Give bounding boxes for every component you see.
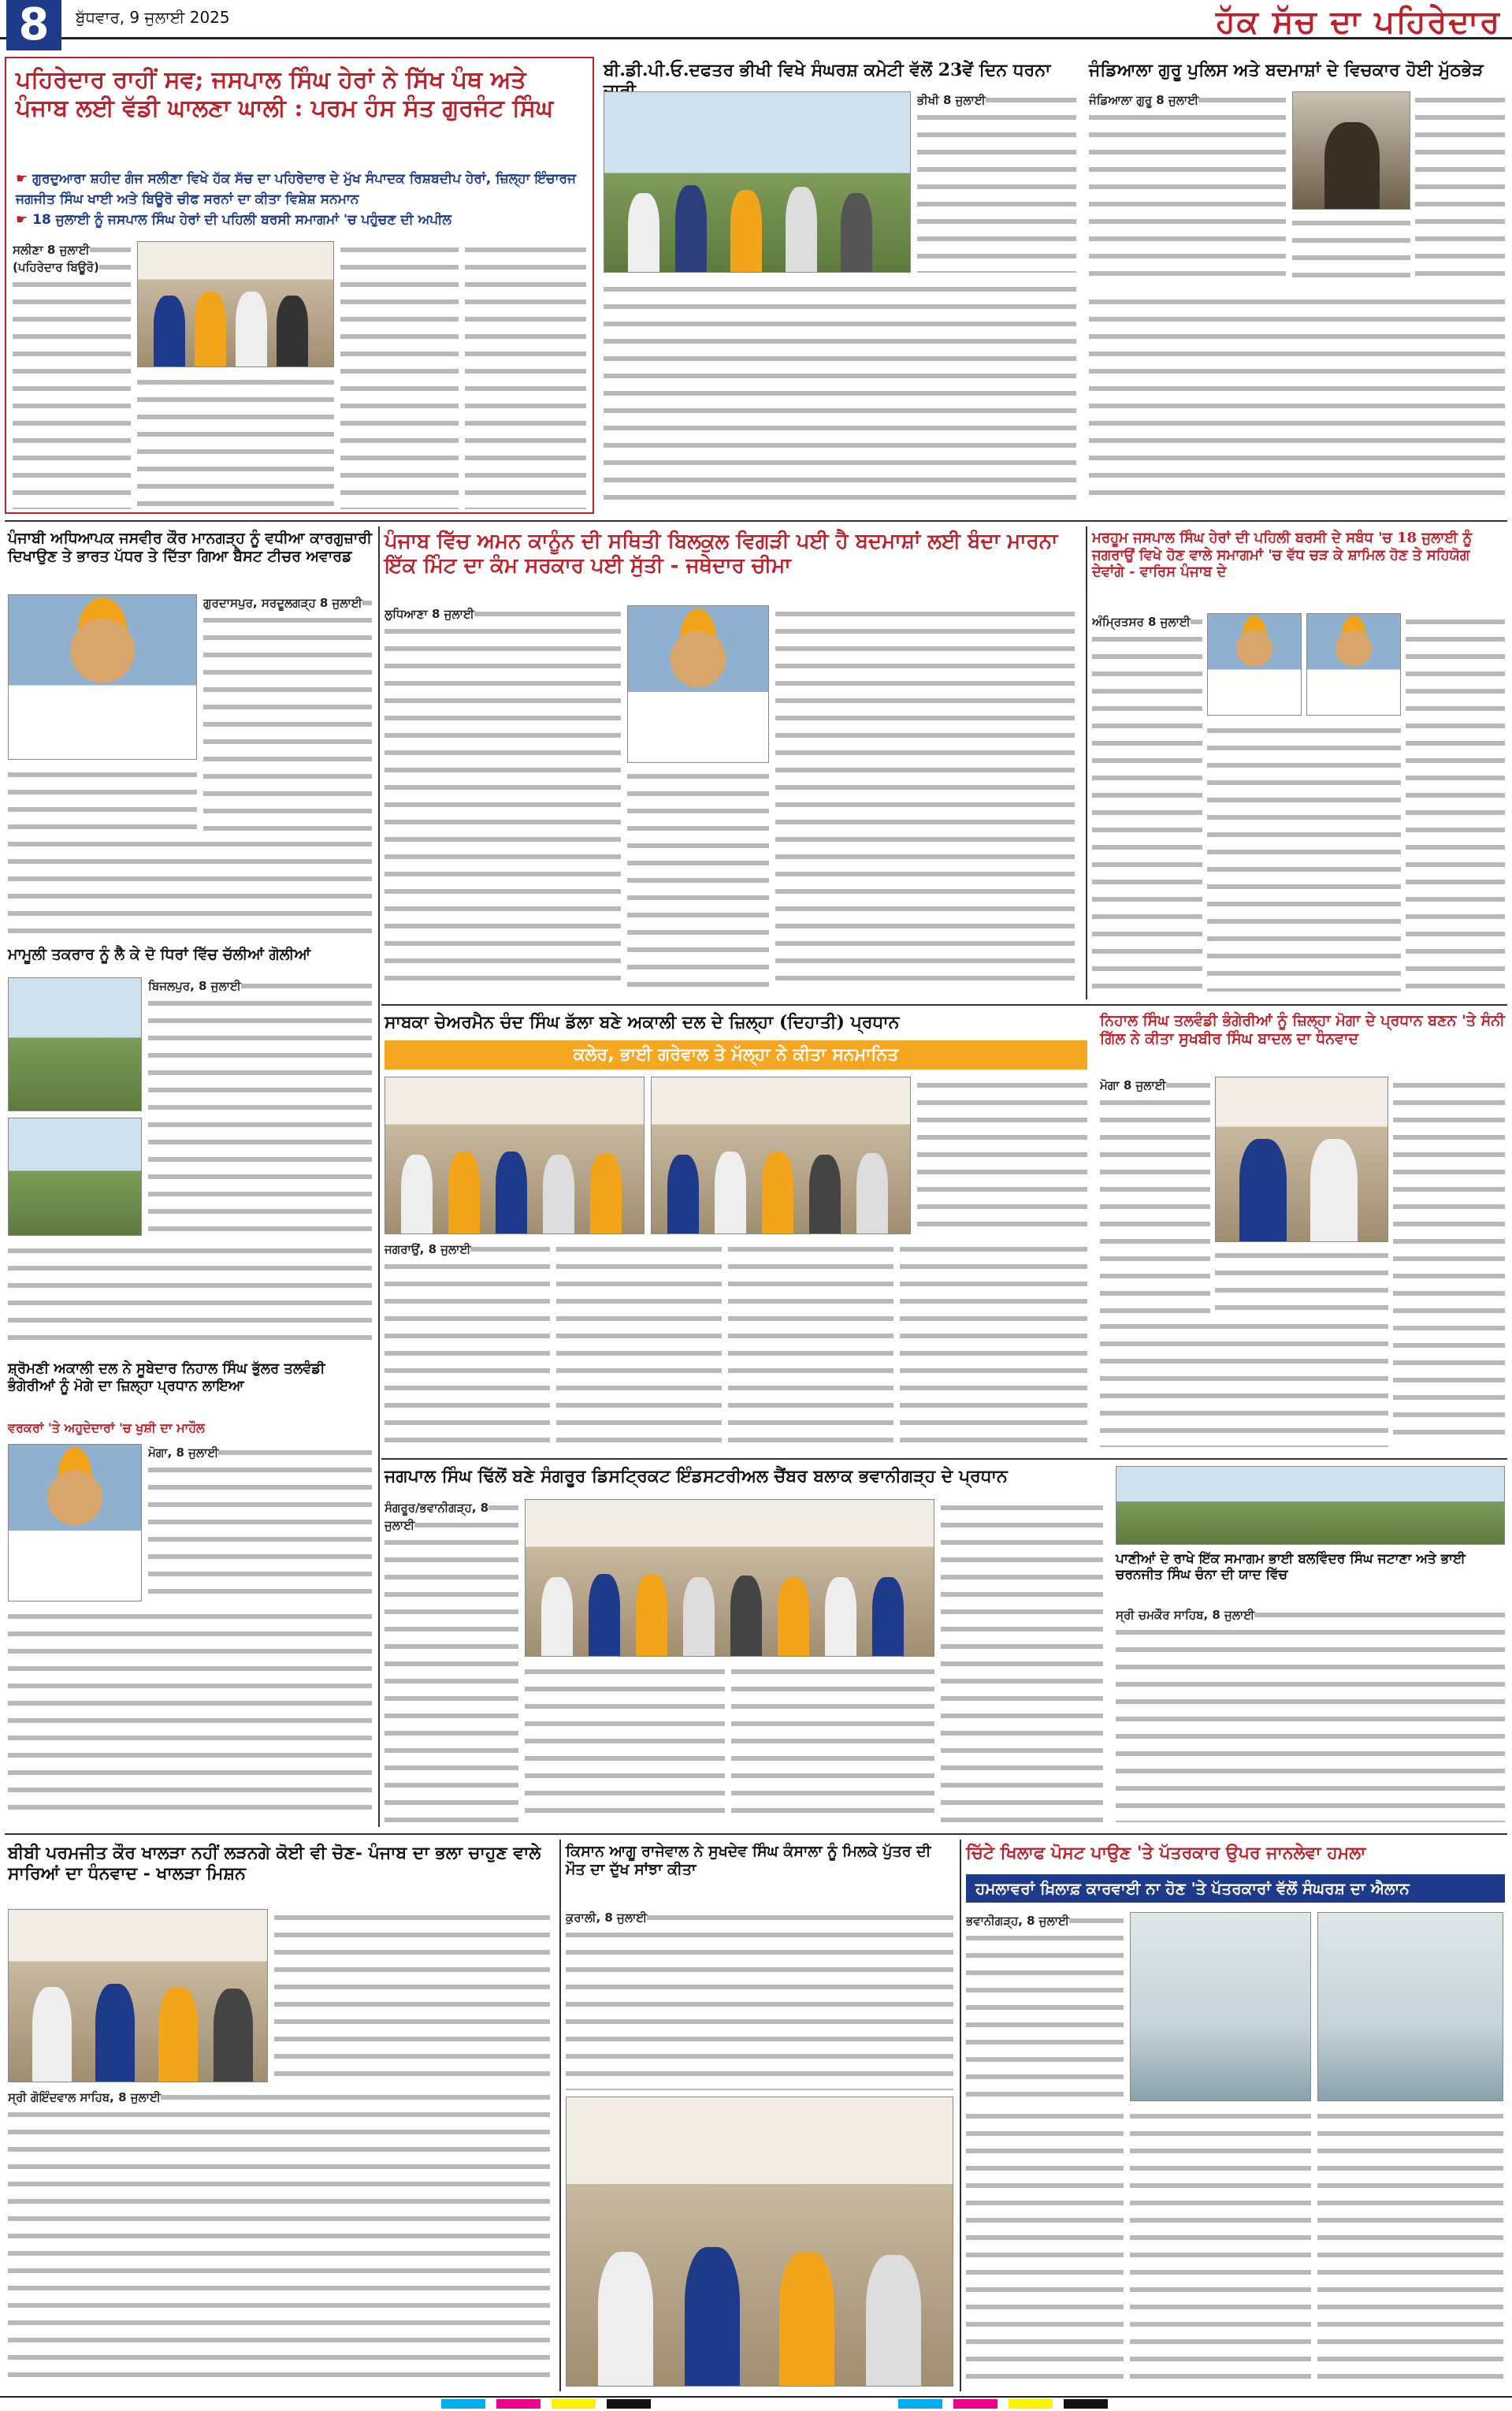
story-1-col-4 [465, 241, 586, 509]
story-11-col-4 [731, 1663, 934, 1822]
story-8-col-1 [917, 1077, 1087, 1234]
story-4-dateline: ਗੁਰਦਾਸਪੁਰ, ਸਰਦੂਲਗੜ੍ਹ 8 ਜੁਲਾਈ [203, 596, 362, 610]
registration-magenta [496, 2399, 541, 2409]
story-6-col-1 [1092, 613, 1202, 992]
story-9-col-1 [1100, 1077, 1210, 1313]
story-10-headline: ਸ਼੍ਰੋਮਣੀ ਅਕਾਲੀ ਦਲ ਨੇ ਸੂਬੇਦਾਰ ਨਿਹਾਲ ਸਿੰਘ ਭੁੱਲਰ ਤਲਵੰਡੀ ਭੰਗੇਰੀਆਂ ਨੂੰ ਮੋਗੇ ਦਾ ਜ਼ਿਲ੍ਹਾ ਪ੍ਰਧਾਨ ਲਾਇਆ [8, 1360, 325, 1394]
story-7-col-1 [148, 977, 372, 1236]
newspaper-brand: ਹੱਕ ਸੱਚ ਦਾ ਪਹਿਰੇਦਾਰ [1216, 3, 1501, 40]
issue-date: ਬੁੱਧਵਾਰ, 9 ਜੁਲਾਈ 2025 [76, 8, 230, 27]
story-9-col-3 [1100, 1318, 1388, 1447]
story-4-col-2 [8, 766, 197, 831]
story-10-col-2 [8, 1608, 372, 1810]
story-3-headline: ਜੰਡਿਆਲਾ ਗੁਰੂ ਪੁਲਿਸ ਅਤੇ ਬਦਮਾਸ਼ਾਂ ਦੇ ਵਿਚਕਾਰ ਹੋਈ ਮੁੱਠਭੇੜ [1089, 60, 1484, 80]
story-15-col-2 [966, 2108, 1124, 2387]
story-2-col-1 [917, 91, 1076, 273]
story-3-dateline: ਜੰਡਿਆਲਾ ਗੁਰੂ 8 ਜੁਲਾਈ [1089, 93, 1199, 107]
story-7 [5, 943, 375, 1352]
story-6-headline: ਮਰਹੂਮ ਜਸਪਾਲ ਸਿੰਘ ਹੇਰਾਂ ਦੀ ਪਹਿਲੀ ਬਰਸੀ ਦੇ ਸਬੰਧ 'ਚ 18 ਜੁਲਾਈ ਨੂੰ ਜਗਰਾਉਂ ਵਿਖੇ ਹੋਣ ਵਾਲੇ ਸਮਾਗਮਾਂ 'ਚ ਵੱਧ ਚੜ ਕੇ ਸ਼ਾਮਿਲ ਹੋਣ ਤੇ ਸਹਿਯੋਗ ਦੇਵਾਂਗੇ - ਵਾਰਿਸ ਪੰਜਾਬ ਦੇ [1092, 530, 1473, 581]
story-5-col-1 [385, 605, 621, 992]
story-15-headline: ਚਿੱਟੇ ਖਿਲਾਫ ਪੋਸਟ ਪਾਉਣ 'ਤੇ ਪੱਤਰਕਾਰ ਉਪਰ ਜਾਨਲੇਵਾ ਹਮਲਾ [966, 1843, 1366, 1863]
story-2-col-2 [604, 281, 1076, 508]
story-5-dateline: ਲੁਧਿਆਣਾ 8 ਜੁਲਾਈ [385, 607, 474, 621]
story-5 [381, 526, 1083, 999]
registration-yellow [552, 2399, 596, 2409]
story-14-photo [566, 2097, 953, 2387]
story-15-subhead: ਹਮਲਾਵਰਾਂ ਖ਼ਿਲਾਫ਼ ਕਾਰਵਾਈ ਨਾ ਹੋਣ 'ਤੇ ਪੱਤਰਕਾਰਾਂ ਵੱਲੋਂ ਸੰਘਰਸ਼ ਦਾ ਐਲਾਨ [966, 1874, 1505, 1903]
story-4-headline: ਪੰਜਾਬੀ ਅਧਿਆਪਕ ਜਸਵੀਰ ਕੌਰ ਮਾਨਗੜ੍ਹ ਨੂੰ ਵਧੀਆ ਕਾਰਗੁਜ਼ਾਰੀ ਦਿਖਾਉਣ ਤੇ ਭਾਰਤ ਪੱਧਰ ਤੇ ਦਿੱਤਾ ਗਿਆ ਬੈਸਟ ਟੀਚਰ ਅਵਾਰਡ [8, 530, 372, 565]
story-2-photo [604, 91, 911, 273]
story-3-photo [1292, 91, 1410, 210]
story-1-bullets [16, 169, 583, 230]
registration-magenta-2 [953, 2399, 997, 2409]
story-6-photo-2 [1306, 613, 1401, 716]
registration-black-2 [1064, 2399, 1108, 2409]
story-12-photo [1116, 1466, 1505, 1545]
story-1-col-1 [13, 241, 131, 509]
story-12-headline: ਪਾਣੀਆਂ ਦੇ ਰਾਖੇ ਇੱਕ ਸਮਾਗਮ ਭਾਈ ਬਲਵਿੰਦਰ ਸਿੰਘ ਜਟਾਣਾ ਅਤੇ ਭਾਈ ਚਰਨਜੀਤ ਸਿੰਘ ਚੰਨਾ ਦੀ ਯਾਦ ਵਿੱਚ [1116, 1551, 1466, 1583]
story-1-col-3 [340, 241, 459, 509]
registration-cyan-2 [898, 2399, 942, 2409]
story-7-photo-1 [8, 977, 142, 1111]
story-1-headline: ਪਹਿਰੇਦਾਰ ਰਾਹੀਂ ਸਵ; ਜਸਪਾਲ ਸਿੰਘ ਹੇਰਾਂ ਨੇ ਸਿੱਖ ਪੰਥ ਅਤੇ ਪੰਜਾਬ ਲਈ ਵੱਡੀ ਘਾਲਣਾ ਘਾਲੀ : ਪਰਮ ਹੰਸ ਸੰਤ ਗੁਰਜੰਟ ਸਿੰਘ [16, 66, 554, 122]
story-15 [963, 1840, 1507, 2391]
story-10-col-1 [148, 1444, 372, 1602]
story-10-dateline: ਮੋਗਾ, 8 ਜੁਲਾਈ [148, 1445, 219, 1460]
story-1-bullet-1: ☛ ਗੁਰਦੁਆਰਾ ਸ਼ਹੀਦ ਗੰਜ ਸਲੀਣਾ ਵਿਖੇ ਹੱਕ ਸੱਚ ਦਾ ਪਹਿਰੇਦਾਰ ਦੇ ਮੁੱਖ ਸੰਪਾਦਕ ਰਿਸ਼ਬਦੀਪ ਹੇਰਾਂ, ਜ਼ਿਲ੍ਹਾ ਇੰਚਾਰਜ ਜਗਜੀਤ ਸਿੰਘ ਖਾਈ ਅਤੇ ਬਿਊਰੋ ਚੀਫ ਸਰਨਾਂ ਦਾ ਕੀਤਾ ਵਿਸ਼ੇਸ਼ ਸਨਮਾਨ [16, 169, 583, 210]
story-1-photo [137, 241, 334, 367]
story-13-col-1 [274, 1909, 550, 2082]
story-6-col-2 [1406, 613, 1505, 992]
story-1 [5, 57, 594, 514]
story-8-photo-2 [651, 1077, 911, 1234]
story-8 [381, 1010, 1090, 1452]
story-6-col-3 [1207, 722, 1401, 992]
story-5-photo [627, 605, 769, 763]
story-15-col-3 [1130, 2108, 1311, 2387]
story-3 [1086, 57, 1507, 514]
story-5-col-3 [775, 605, 1075, 992]
story-3-col-2 [1415, 91, 1505, 288]
story-10-photo [8, 1444, 142, 1602]
story-11-col-2 [941, 1499, 1103, 1822]
story-15-dateline: ਭਵਾਨੀਗੜ੍ਹ, 8 ਜੁਲਾਈ [966, 1914, 1069, 1928]
story-7-dateline: ਬਿਜਲਪੁਰ, 8 ਜੁਲਾਈ [148, 979, 241, 993]
story-4-col-1 [203, 594, 372, 831]
story-13-photo-1 [8, 1909, 268, 2082]
story-14-headline: ਕਿਸਾਨ ਆਗੂ ਰਾਜੇਵਾਲ ਨੇ ਸੁਖਦੇਵ ਸਿੰਘ ਕੰਸਾਲਾ ਨੂੰ ਮਿਲਕੇ ਪੁੱਤਰ ਦੀ ਮੌਤ ਦਾ ਦੁੱਖ ਸਾਂਝਾ ਕੀਤਾ [566, 1843, 931, 1878]
story-1-dateline: ਸਲੀਣਾ 8 ਜੁਲਾਈ (ਪਹਿਰੇਦਾਰ ਬਿਊਰੋ) [13, 243, 99, 274]
story-5-col-2 [627, 768, 769, 992]
page-footer [0, 2396, 1512, 2411]
story-15-photo-2 [1317, 1912, 1503, 2101]
story-9-photo [1215, 1077, 1388, 1242]
story-6-dateline: ਅੰਮ੍ਰਿਤਸਰ 8 ਜੁਲਾਈ [1092, 615, 1191, 629]
story-4-photo [8, 594, 197, 760]
story-11-photo [525, 1499, 934, 1657]
story-10 [5, 1357, 375, 1814]
story-5-headline: ਪੰਜਾਬ ਵਿੱਚ ਅਮਨ ਕਾਨੂੰਨ ਦੀ ਸਥਿਤੀ ਬਿਲਕੁਲ ਵਿਗੜੀ ਪਈ ਹੈ ਬਦਮਾਸ਼ਾਂ ਲਈ ਬੰਦਾ ਮਾਰਨਾ ਇੱਕ ਮਿੰਟ ਦਾ ਕੰਮ ਸਰਕਾਰ ਪਈ ਸੁੱਤੀ - ਜਥੇਦਾਰ ਚੀਮਾ [385, 530, 1058, 579]
story-11 [381, 1464, 1106, 1827]
story-8-col-3 [556, 1241, 722, 1447]
story-8-col-2 [385, 1241, 550, 1447]
story-7-col-2 [8, 1242, 372, 1348]
story-14-col-1 [566, 1909, 953, 2090]
story-3-col-3 [1292, 214, 1410, 288]
story-8-col-4 [728, 1241, 893, 1447]
story-2-dateline: ਭੀਖੀ 8 ਜੁਲਾਈ [917, 93, 986, 107]
story-11-col-3 [525, 1663, 725, 1822]
story-6 [1089, 526, 1507, 999]
story-3-col-4 [1089, 293, 1505, 508]
registration-black [607, 2399, 651, 2409]
page-number: 8 [6, 0, 61, 50]
story-4-col-3 [8, 835, 372, 933]
story-11-headline: ਜਗਪਾਲ ਸਿੰਘ ਢਿੱਲੋਂ ਬਣੇ ਸੰਗਰੂਰ ਡਿਸਟ੍ਰਿਕਟ ਇੰਡਸਟਰੀਅਲ ਚੈਂਬਰ ਬਲਾਕ ਭਵਾਨੀਗੜ੍ਹ ਦੇ ਪ੍ਰਧਾਨ [385, 1466, 1008, 1486]
story-13-dateline: ਸ੍ਰੀ ਗੋਇੰਦਵਾਲ ਸਾਹਿਬ, 8 ਜੁਲਾਈ [8, 2090, 161, 2104]
story-8-col-5 [900, 1241, 1087, 1447]
story-11-col-1 [385, 1499, 518, 1822]
story-7-headline: ਮਾਮੂਲੀ ਤਕਰਾਰ ਨੂੰ ਲੈ ਕੇ ਦੋ ਧਿਰਾਂ ਵਿੱਚ ਚੱਲੀਆਂ ਗੋਲੀਆਂ [8, 946, 311, 963]
story-2 [600, 57, 1079, 514]
story-11-dateline: ਸੰਗਰੂਰ/ਭਵਾਨੀਗੜ੍ਹ, 8 ਜੁਲਾਈ [385, 1501, 489, 1532]
story-15-col-4 [1317, 2108, 1503, 2387]
story-8-subhead: ਕਲੇਰ, ਭਾਈ ਗਰੇਵਾਲ ਤੇ ਮੱਲ੍ਹਾ ਨੇ ਕੀਤਾ ਸਨਮਾਨਿਤ [385, 1040, 1087, 1070]
story-9-dateline: ਮੋਗਾ 8 ਜੁਲਾਈ [1100, 1078, 1166, 1092]
story-8-photo-1 [385, 1077, 645, 1234]
story-1-bullet-2: ☛ 18 ਜੁਲਾਈ ਨੂੰ ਜਸਪਾਲ ਸਿੰਘ ਹੇਰਾਂ ਦੀ ਪਹਿਲੀ ਬਰਸੀ ਸਮਾਗਮਾਂ 'ਚ ਪਹੁੰਚਣ ਦੀ ਅਪੀਲ [16, 210, 583, 230]
story-2-headline: ਬੀ.ਡੀ.ਪੀ.ਓ.ਦਫਤਰ ਭੀਖੀ ਵਿਖੇ ਸੰਘਰਸ਼ ਕਮੇਟੀ ਵੱਲੋਂ 23ਵੇਂ ਦਿਨ ਧਰਨਾ [604, 60, 1051, 80]
story-13-col-2 [8, 2089, 550, 2387]
story-14-dateline: ਕੁਰਾਲੀ, 8 ਜੁਲਾਈ [566, 1911, 648, 1925]
story-15-col-1 [966, 1912, 1124, 2101]
story-9-col-2 [1393, 1077, 1505, 1447]
story-14 [563, 1840, 957, 2391]
story-13 [5, 1840, 556, 2391]
story-12-dateline: ਸ੍ਰੀ ਚਮਕੌਰ ਸਾਹਿਬ, 8 ਜੁਲਾਈ [1116, 1608, 1255, 1622]
story-8-dateline: ਜਗਰਾਉਂ, 8 ਜੁਲਾਈ [385, 1242, 471, 1256]
story-10-subhead: ਵਰਕਰਾਂ 'ਤੇ ਅਹੁਦੇਦਾਰਾਂ 'ਚ ਖੁਸ਼ੀ ਦਾ ਮਾਹੌਲ [8, 1420, 205, 1435]
story-4 [5, 526, 375, 938]
registration-yellow-2 [1009, 2399, 1053, 2409]
story-9-headline: ਨਿਹਾਲ ਸਿੰਘ ਤਲਵੰਡੀ ਭੰਗੇਰੀਆਂ ਨੂੰ ਜ਼ਿਲ੍ਹਾ ਮੋਗਾ ਦੇ ਪ੍ਰਧਾਨ ਬਣਨ 'ਤੇ ਸੰਨੀ ਗਿੱਲ ਨੇ ਕੀਤਾ ਸੁਖਬੀਰ ਸਿੰਘ ਬਾਦਲ ਦਾ ਧੰਨਵਾਦ [1100, 1012, 1505, 1047]
story-1-col-2 [137, 374, 334, 509]
story-3-col-1 [1089, 91, 1286, 288]
story-15-photo-1 [1130, 1912, 1311, 2101]
story-9 [1097, 1010, 1507, 1452]
story-9-col-4 [1215, 1247, 1388, 1313]
registration-cyan [441, 2399, 485, 2409]
story-8-headline: ਸਾਬਕਾ ਚੇਅਰਮੈਨ ਚੰਦ ਸਿੰਘ ਡੱਲਾ ਬਣੇ ਅਕਾਲੀ ਦਲ ਦੇ ਜ਼ਿਲ੍ਹਾ (ਦਿਹਾਤੀ) ਪ੍ਰਧਾਨ [385, 1012, 900, 1032]
story-12-col-1 [1116, 1606, 1505, 1822]
story-12 [1113, 1464, 1507, 1827]
story-6-photo-1 [1207, 613, 1302, 716]
story-13-headline: ਬੀਬੀ ਪਰਮਜੀਤ ਕੌਰ ਖਾਲੜਾ ਨਹੀਂ ਲੜਨਗੇ ਕੋਈ ਵੀ ਚੋਣ- ਪੰਜਾਬ ਦਾ ਭਲਾ ਚਾਹੁਣ ਵਾਲੇ ਸਾਰਿਆਂ ਦਾ ਧੰਨਵਾਦ - ਖਾਲੜਾ ਮਿਸ਼ਨ [8, 1843, 541, 1885]
story-7-photo-2 [8, 1118, 142, 1236]
